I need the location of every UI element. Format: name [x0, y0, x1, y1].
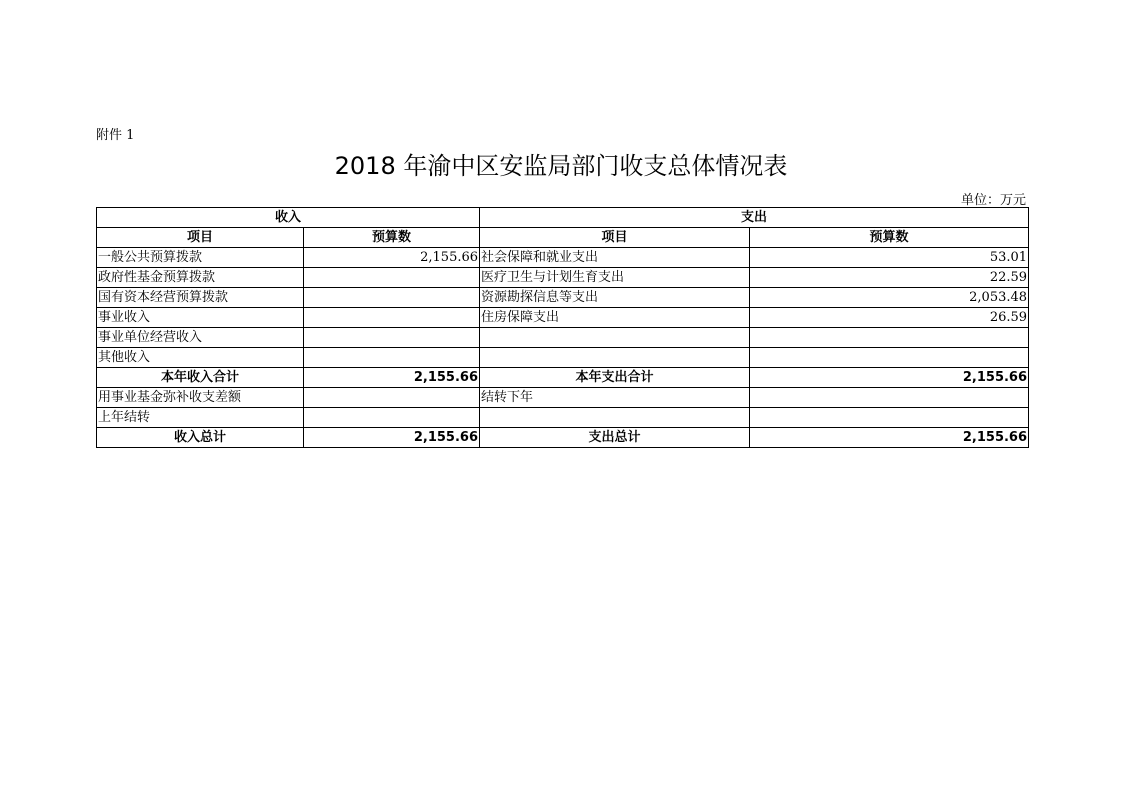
income-value	[304, 408, 480, 428]
attachment-label: 附件 1	[96, 128, 135, 143]
income-year-total-label: 本年收入合计	[97, 368, 304, 388]
expense-value	[750, 328, 1029, 348]
table-row	[97, 308, 1029, 328]
column-header-row	[97, 228, 1029, 248]
income-item: 事业单位经营收入	[97, 328, 304, 348]
expense-value: 26.59	[750, 308, 1029, 328]
expense-item: 住房保障支出	[480, 308, 750, 328]
expense-value: 53.01	[750, 248, 1029, 268]
income-grand-total-label: 收入总计	[97, 428, 304, 448]
expense-item: 医疗卫生与计划生育支出	[480, 268, 750, 288]
expense-item	[480, 408, 750, 428]
table-row	[97, 388, 1029, 408]
income-value	[304, 268, 480, 288]
table-row	[97, 288, 1029, 308]
income-item: 一般公共预算拨款	[97, 248, 304, 268]
expense-item: 结转下年	[480, 388, 750, 408]
income-item-header: 项目	[97, 228, 304, 248]
income-value	[304, 308, 480, 328]
table-row	[97, 348, 1029, 368]
income-value	[304, 388, 480, 408]
expense-budget-header: 预算数	[750, 228, 1029, 248]
expense-item	[480, 348, 750, 368]
expense-grand-total-value: 2,155.66	[750, 428, 1029, 448]
expense-year-total-value: 2,155.66	[750, 368, 1029, 388]
table-row	[97, 248, 1029, 268]
expense-value: 2,053.48	[750, 288, 1029, 308]
income-budget-header: 预算数	[304, 228, 480, 248]
unit-label: 单位：万元	[960, 193, 1026, 208]
year-total-row	[97, 368, 1029, 388]
income-item: 其他收入	[97, 348, 304, 368]
income-year-total-value: 2,155.66	[304, 368, 480, 388]
income-section-header: 收入	[97, 208, 480, 228]
expense-value	[750, 408, 1029, 428]
budget-table	[96, 207, 1029, 448]
expense-item-header: 项目	[480, 228, 750, 248]
income-item: 上年结转	[97, 408, 304, 428]
grand-total-row	[97, 428, 1029, 448]
income-grand-total-value: 2,155.66	[304, 428, 480, 448]
income-item: 政府性基金预算拨款	[97, 268, 304, 288]
expense-item	[480, 328, 750, 348]
section-header-row	[97, 208, 1029, 228]
expense-item: 社会保障和就业支出	[480, 248, 750, 268]
expense-value	[750, 388, 1029, 408]
expense-grand-total-label: 支出总计	[480, 428, 750, 448]
expense-value: 22.59	[750, 268, 1029, 288]
expense-item: 资源勘探信息等支出	[480, 288, 750, 308]
income-item: 用事业基金弥补收支差额	[97, 388, 304, 408]
table-row	[97, 328, 1029, 348]
income-value	[304, 328, 480, 348]
expense-section-header: 支出	[480, 208, 1029, 228]
income-value: 2,155.66	[304, 248, 480, 268]
income-item: 事业收入	[97, 308, 304, 328]
page-title: 2018 年渝中区安监局部门收支总体情况表	[334, 152, 788, 180]
expense-value	[750, 348, 1029, 368]
income-value	[304, 288, 480, 308]
income-value	[304, 348, 480, 368]
table-row	[97, 268, 1029, 288]
expense-year-total-label: 本年支出合计	[480, 368, 750, 388]
table-row	[97, 408, 1029, 428]
income-item: 国有资本经营预算拨款	[97, 288, 304, 308]
